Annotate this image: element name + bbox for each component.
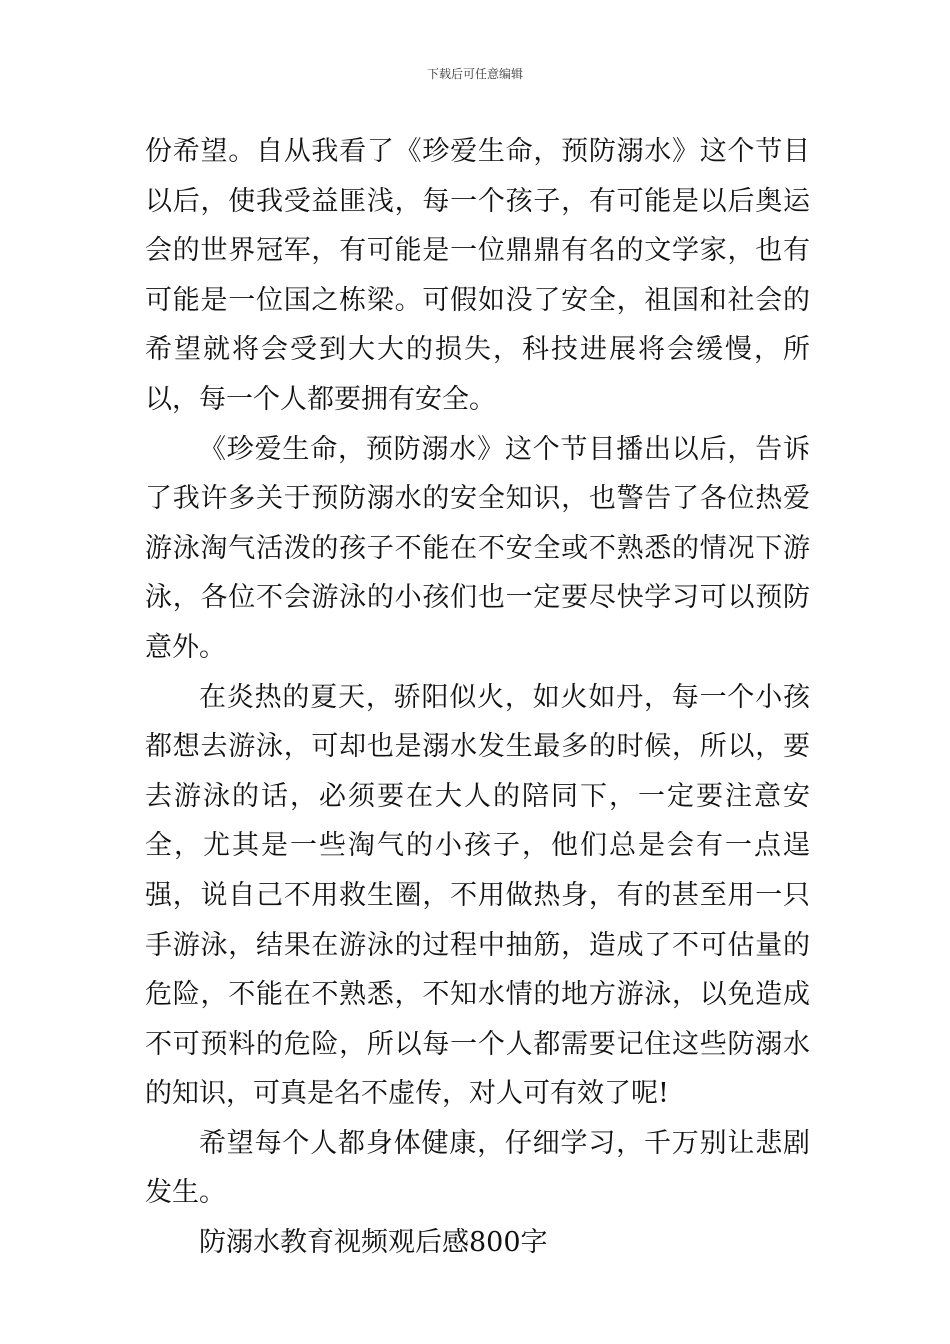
paragraph-wish: 希望每个人都身体健康，仔细学习，千万别让悲剧发生。	[145, 1127, 810, 1209]
paragraph-summer-swimming: 在炎热的夏天，骄阳似火，如火如丹，每一个小孩都想去游泳，可却也是溺水发生最多的时候，所以，要去游泳的话，必须要在大人的陪同下，一定要注意安全，尤其是一些淘气的小孩子，他们总是会有一点逞强，说自己不用救生圈，不用做热身，有的甚至用一只手游泳，结果在游泳的过程中抽筋，造成了不可估量的危险，不能在不熟悉，不知水情的地方游泳，以免造成不可预料的危险，所以每一个人都需要记住这些防溺水的知识，可真是名不虚传，对人可有效了呢!	[145, 681, 810, 1110]
section-title: 防溺水教育视频观后感800字	[199, 1227, 548, 1259]
paragraph-program-knowledge: 《珍爱生命，预防溺水》这个节目播出以后，告诉了我许多关于预防溺水的安全知识，也警告了各位热爱游泳淘气活泼的孩子不能在不安全或不熟悉的情况下游泳，各位不会游泳的小孩们也一定要尽快学习可以预防意外。	[145, 433, 810, 663]
document-body	[145, 127, 810, 1268]
paragraph-continuation: 份希望。自从我看了《珍爱生命，预防溺水》这个节目以后，使我受益匪浅，每一个孩子，有可能是以后奥运会的世界冠军，有可能是一位鼎鼎有名的文学家，也有可能是一位国之栋梁。可假如没了安全，祖国和社会的希望就将会受到大大的损失，科技进展将会缓慢，所以，每一个人都要拥有安全。	[145, 136, 810, 415]
page-header: 下载后可任意编辑	[426, 67, 523, 81]
